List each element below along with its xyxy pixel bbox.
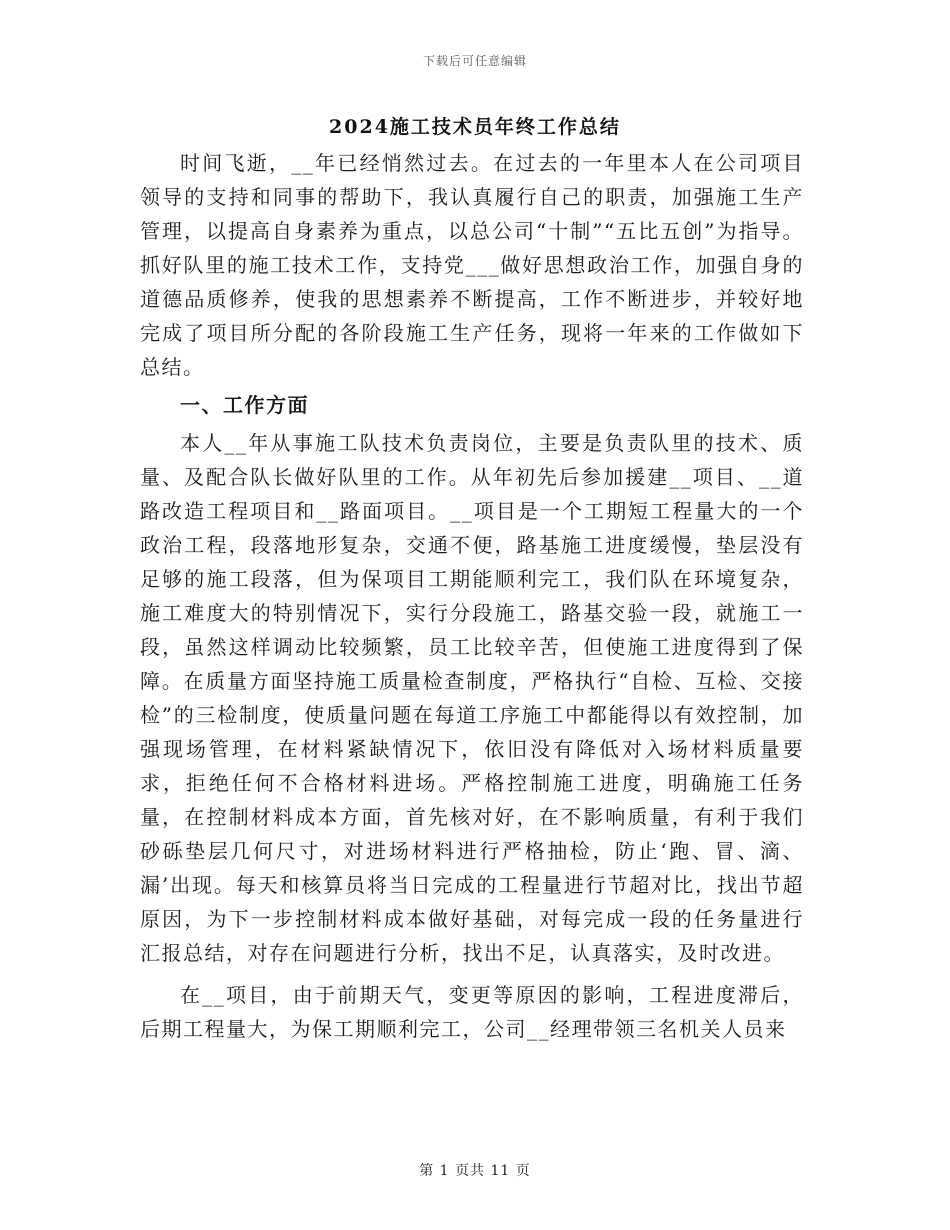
section-heading-work: 一、工作方面: [180, 393, 309, 417]
document-title: 2024施工技术员年终工作总结: [329, 116, 621, 138]
document-body: [140, 146, 804, 1046]
page-header-note: 下载后可任意编辑: [422, 54, 527, 68]
intro-paragraph: 时间飞逝，__年已经悄然过去。在过去的一年里本人在公司项目领导的支持和同事的帮助下，我认真履行自己的职责，加强施工生产管理，以提高自身素养为重点，以总公司“十制”“五比五创”为指导。抓好队里的施工技术工作，支持党___做好思想政治工作，加强自身的道德品质修养，使我的思想素养不断提高，工作不断进步，并较好地完成了项目所分配的各阶段施工生产任务，现将一年来的工作做如下总结。: [140, 151, 804, 379]
work-paragraph-1: 本人__年从事施工队技术负责岗位，主要是负责队里的技术、质量、及配合队长做好队里的工作。从年初先后参加援建__项目、__道路改造工程项目和__路面项目。__项目是一个工期短工程量大的一个政治工程，段落地形复杂，交通不便，路基施工进度缓慢，垫层没有足够的施工段落，但为保项目工期能顺利完工，我们队在环境复杂，施工难度大的特别情况下，实行分段施工，路基交验一段，就施工一段，虽然这样调动比较频繁，员工比较辛苦，但使施工进度得到了保障。在质量方面坚持施工质量检查制度，严格执行“自检、互检、交接检”的三检制度，使质量问题在每道工序施工中都能得以有效控制，加强现场管理，在材料紧缺情况下，依旧没有降低对入场材料质量要求，拒绝任何不合格材料进场。严格控制施工进度，明确施工任务量，在控制材料成本方面，首先核对好，在不影响质量，有利于我们砂砾垫层几何尺寸，对进场材料进行严格抽检，防止‘跑、冒、滴、漏’出现。每天和核算员将当日完成的工程量进行节超对比，找出节超原因，为下一步控制材料成本做好基础，对每完成一段的任务量进行汇报总结，对存在问题进行分析，找出不足，认真落实，及时改进。: [140, 431, 804, 965]
page-number-footer: 第 1 页共 11 页: [419, 1163, 531, 1179]
work-paragraph-2: 在__项目，由于前期天气，变更等原因的影响，工程进度滞后，后期工程量大，为保工期顺利完工，公司__经理带领三名机关人员来: [140, 983, 804, 1041]
